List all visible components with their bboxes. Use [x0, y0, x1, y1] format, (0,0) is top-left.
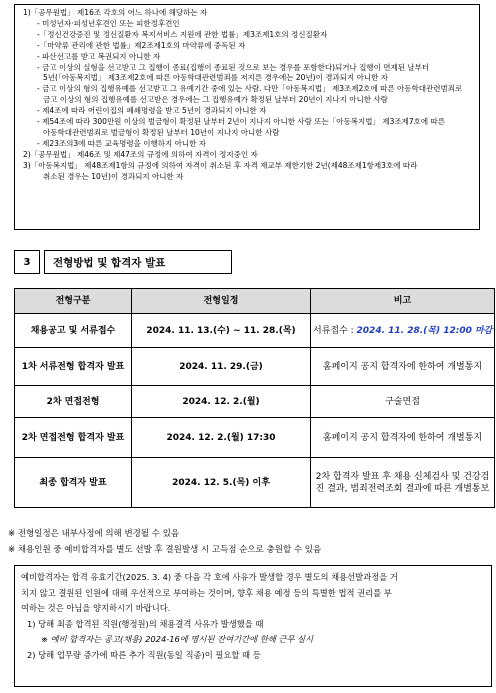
schedule-cell: 2024. 11. 29.(금) [132, 348, 311, 386]
disqualification-line: - 제23조의3에 따른 교육명령을 이행하지 아니한 자 [37, 138, 206, 148]
table-row [15, 314, 495, 348]
disqualification-line: -「정신건강증진 및 정신질환자 복지서비스 지원에 관한 법률」제3조제1호의 정신질환자 [37, 29, 328, 39]
reserve-candidate-box [14, 565, 492, 687]
note-line: ※ 전형일정은 내부사정에 의해 변경될 수 있음 [8, 529, 180, 539]
note-line: ※ 채용인원 중 예비합격자를 별도 선발 후 결원발생 시 고득점 순으로 충원할 수 있음 [8, 545, 322, 555]
reserve-line: 치지 않고 결원된 인원에 대해 우선적으로 부여하는 것이며, 향후 채용 예정 등의 특별한 법적 권리를 부 [21, 587, 392, 598]
section-title: 전형방법 및 합격자 발표 [44, 250, 232, 274]
stage-cell: 2차 면접전형 [15, 386, 132, 418]
disqualification-line: - 파산선고를 받고 복권되지 아니한 자 [37, 51, 161, 61]
disqualification-box [14, 4, 480, 230]
table-row [15, 386, 495, 418]
disqualification-line: 1)「공무원법」 제16조 각호의 어느 하나에 해당하는 자 [23, 8, 208, 17]
disqualification-line: - 미성년자·피성년후견인 또는 피한정후견인 [37, 18, 180, 28]
reserve-line: 예비합격자는 합격 유효기간(2025. 3. 4) 중 다음 각 호에 사유가 발생할 경우 별도의 채용선발과정을 거 [21, 572, 398, 582]
note-cell: 홈페이지 공지 합격자에 한하여 개별통지 [311, 418, 495, 458]
disqualification-line: - 제4조에 따라 어린이집의 폐쇄명령을 받고 5년이 경과되지 아니한 자 [37, 106, 267, 116]
reserve-line: ※ 예비 합격자는 공고(채용) 2024-16에 명시된 잔여기간에 한해 근무 실시 [41, 634, 314, 644]
note-cell [311, 314, 495, 348]
stage-cell [15, 348, 132, 386]
disqualification-line: 3)「아동복지법」 제48조제1항의 규정에 의하여 자격이 취소된 후 자격 재교부 제한기한 2년(제48조제1항제3호에 따라 [23, 160, 418, 170]
disqualification-line: - 금고 이상의 형의 집행유예를 선고받고 그 유예기간 중에 있는 사람. 다만「아동복지법」 제3조제2호에 따른 아동학대관련범죄로 [37, 84, 463, 94]
table-row [15, 348, 495, 386]
disqualification-line: 금고 이상의 형의 집행유예를 선고받은 경우에는 그 집행유예가 확정된 날부터 20년이 지나지 아니한 사람 [43, 95, 388, 105]
note-cell: 구술면접 [311, 386, 495, 418]
disqualification-line: 취소된 경우는 10년)이 경과되지 아니한 자 [43, 171, 184, 181]
stage-cell: 채용공고 및 서류접수 [15, 314, 132, 348]
stage-cell: 2차 면접전형 합격자 발표 [15, 418, 132, 458]
header-schedule: 전형일정 [132, 289, 311, 314]
schedule-table [14, 288, 495, 508]
header-stage: 전형구분 [15, 289, 132, 314]
stage-cell: 최종 합격자 발표 [15, 458, 132, 508]
header-note: 비고 [311, 289, 495, 314]
table-header-row [15, 289, 495, 314]
schedule-notes [8, 526, 321, 558]
disqualification-line: 5년(「아동복지법」 제3조제2호에 따른 아동학대관련범죄를 저지른 경우에는 20년)이 경과되지 아니한 자 [43, 73, 388, 83]
schedule-cell: 2024. 12. 2.(월) [132, 386, 311, 418]
disqualification-line: 2)「공무원법」 제46조 및 제47조의 규정에 의하여 자격이 정지중인 자 [23, 149, 258, 159]
disqualification-line: - 제54조에 따라 300만원 이상의 벌금형이 확정된 날부터 2년이 지나지 아니한 사람 또는「아동복지법」 제3조제7호에 따른 [37, 117, 446, 127]
disqualification-line: 아동학대관련범죄로 벌금형이 확정된 날부터 10년이 지나지 아니한 사람 [43, 127, 280, 137]
schedule-cell: 2024. 12. 5.(목) 이후 [132, 458, 311, 508]
section-number: 3 [14, 250, 40, 274]
disqualification-line: -「마약류 관리에 관한 법률」제2조제1호의 마약류에 중독된 자 [37, 40, 246, 50]
schedule-cell: 2024. 12. 2.(월) 17:30 [132, 418, 311, 458]
table-row [15, 418, 495, 458]
reserve-line: 2) 당해 업무량 증가에 따른 추가 직원(동일 직종)이 필요할 때 등 [27, 649, 261, 660]
disqualification-line: - 금고 이상의 실형을 선고받고 그 집행이 종료(집행이 종료된 것으로 보는 경우를 포함한다)되거나 집행이 면제된 날부터 [37, 62, 430, 72]
reserve-line: 여하는 것은 아님을 양지하시기 바랍니다. [21, 603, 171, 613]
deadline-emphasis: 2024. 11. 28.(목) 12:00 마감 [356, 325, 493, 336]
note-cell: 홈페이지 공지 합격자에 한하여 개별통지 [311, 348, 495, 386]
table-row [15, 458, 495, 508]
reserve-line: 1) 당해 최종 합격된 직원(행정원)의 채용결격 사유가 발생했을 때 [27, 618, 264, 629]
schedule-cell: 2024. 11. 13.(수) ~ 11. 28.(목) [132, 314, 311, 348]
note-prefix: 서류접수 : [313, 325, 357, 336]
note-cell: 2차 합격자 발표 후 채용 신체검사 및 건강검진 결과, 범죄전력조회 결과에 따른 개별통보 [311, 458, 495, 508]
stage-cell-text: 1차 서류전형 합격자 발표 [21, 361, 125, 372]
